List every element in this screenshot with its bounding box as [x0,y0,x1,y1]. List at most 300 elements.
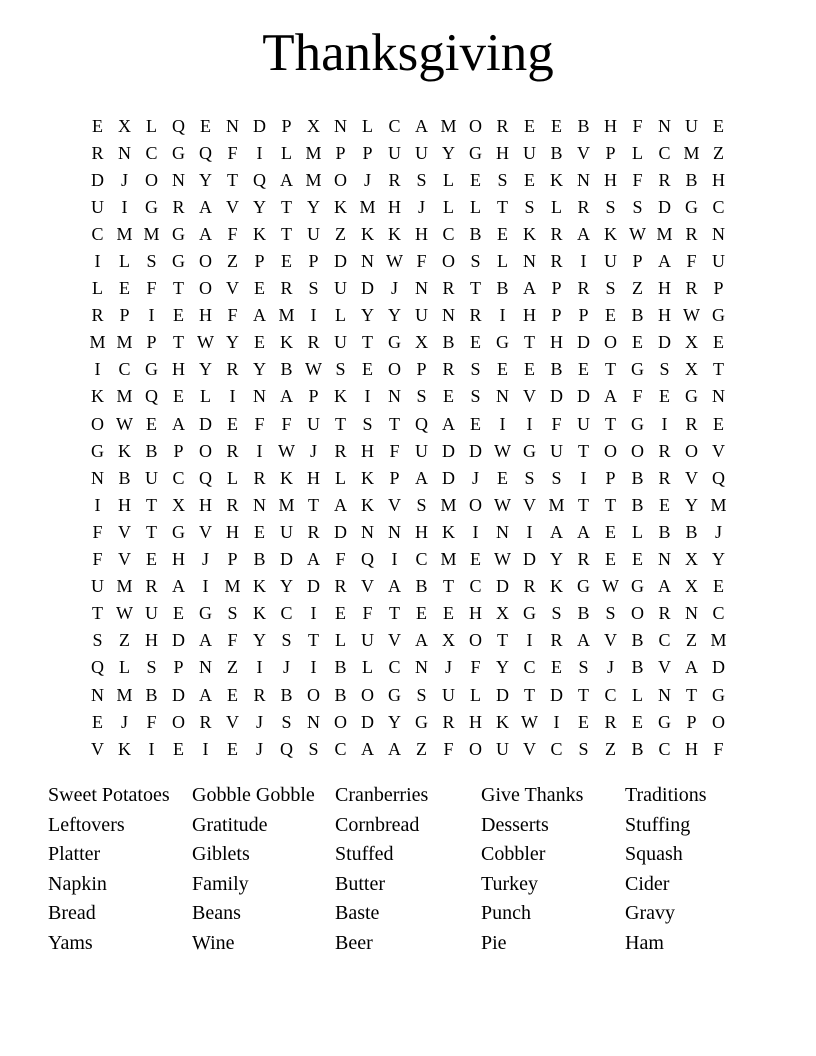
grid-letter: I [553,711,560,732]
grid-letter: E [443,386,454,407]
grid-letter: R [442,359,455,380]
grid-letter: G [631,413,644,434]
grid-letter: H [469,711,482,732]
grid-letter: H [658,305,671,326]
grid-letter: R [604,711,617,732]
grid-letter: E [713,115,724,136]
grid-letter: F [92,549,103,570]
grid-letter: A [172,576,185,597]
word-list-column [192,781,335,959]
grid-letter: A [577,630,590,651]
grid-letter: O [712,711,725,732]
grid-letter: N [226,115,239,136]
word-item: Cider [625,872,670,895]
grid-letter: E [254,332,265,353]
grid-letter: M [278,305,295,326]
grid-letter: B [685,169,698,190]
grid-letter: C [91,223,104,244]
grid-letter: M [116,223,133,244]
grid-letter: E [119,278,130,299]
grid-letter: W [602,576,619,597]
grid-letter: R [496,115,509,136]
grid-letter: Q [145,386,158,407]
grid-letter: R [550,223,563,244]
grid-letter: A [199,223,212,244]
grid-letter: L [200,386,211,407]
grid-letter: V [226,278,239,299]
grid-letter: B [469,223,482,244]
grid-letter: T [605,494,616,515]
grid-letter: E [146,549,157,570]
grid-letter: C [712,603,725,624]
grid-letter: B [550,359,563,380]
grid-letter: Z [227,251,238,272]
grid-letter: P [227,549,238,570]
grid-letter: V [658,657,671,678]
grid-letter: Y [253,196,266,217]
grid-letter: W [305,359,322,380]
grid-letter: E [281,251,292,272]
grid-letter: W [683,305,700,326]
grid-letter: R [685,278,698,299]
grid-letter: Q [361,549,374,570]
grid-letter: E [335,603,346,624]
grid-letter: D [361,278,374,299]
grid-letter: L [632,684,643,705]
grid-letter: D [172,684,185,705]
grid-letter: P [173,657,184,678]
grid-letter: W [116,603,133,624]
grid-letter: K [334,196,347,217]
grid-letter: S [308,278,319,299]
grid-letter: K [388,223,401,244]
grid-letter: F [632,169,643,190]
grid-letter: U [307,223,320,244]
grid-letter: K [91,386,104,407]
grid-letter: J [390,278,398,299]
grid-letter: O [307,684,320,705]
grid-letter: Z [713,142,724,163]
grid-letter: G [172,142,185,163]
grid-letter: E [632,332,643,353]
grid-letter: R [226,494,239,515]
grid-letter: A [550,521,563,542]
grid-letter: L [443,196,454,217]
grid-letter: V [604,630,617,651]
grid-letter: C [280,603,293,624]
grid-letter: J [309,440,317,461]
grid-letter: G [523,603,536,624]
grid-letter: F [227,142,238,163]
grid-letter: K [253,576,266,597]
grid-letter: Z [605,738,616,759]
grid-letter: A [658,576,671,597]
grid-letter: E [173,305,184,326]
word-item: Bread [48,902,96,925]
grid-letter: V [523,738,536,759]
grid-letter: M [116,386,133,407]
grid-letter: Y [307,196,320,217]
word-item: Punch [481,902,531,925]
grid-letter: L [119,657,130,678]
grid-letter: T [497,196,508,217]
grid-letter: S [578,657,589,678]
grid-letter: Y [550,549,563,570]
grid-letter: D [469,440,482,461]
grid-letter: M [440,549,457,570]
grid-letter: H [550,332,563,353]
grid-letter: T [146,521,157,542]
grid-letter: S [605,603,616,624]
grid-letter: N [361,251,374,272]
grid-letter: E [551,657,562,678]
grid-letter: P [578,305,589,326]
grid-letter: S [605,196,616,217]
word-item: Beans [192,902,241,925]
grid-letter: B [685,521,698,542]
grid-letter: F [146,278,157,299]
grid-letter: V [226,711,239,732]
grid-letter: G [91,440,104,461]
grid-letter: D [442,467,455,488]
grid-letter: H [604,115,617,136]
grid-letter: E [578,711,589,732]
grid-letter: C [523,657,536,678]
grid-letter: P [389,467,400,488]
grid-letter: K [280,332,293,353]
grid-letter: P [308,251,319,272]
grid-letter: A [172,413,185,434]
grid-letter: J [201,549,209,570]
grid-letter: I [94,494,101,515]
grid-letter: K [118,738,131,759]
grid-letter: P [605,142,616,163]
grid-letter: E [173,738,184,759]
grid-letter: V [388,630,401,651]
grid-letter: S [416,684,427,705]
grid-letter: Y [361,305,374,326]
grid-letter: S [605,278,616,299]
grid-letter: O [199,251,212,272]
grid-letter: T [281,223,292,244]
grid-letter: B [550,142,563,163]
grid-letter: L [335,630,346,651]
grid-letter: K [253,603,266,624]
grid-letter: M [710,494,727,515]
word-list-column [335,781,481,959]
grid-letter: Y [442,142,455,163]
grid-letter: S [578,738,589,759]
grid-letter: B [334,657,347,678]
grid-letter: T [578,494,589,515]
word-item: Leftovers [48,813,125,836]
grid-letter: E [605,549,616,570]
grid-letter: N [91,467,104,488]
grid-letter: N [496,521,509,542]
grid-letter: T [173,332,184,353]
grid-letter: B [415,576,428,597]
grid-letter: R [334,576,347,597]
word-item: Platter [48,843,101,866]
grid-letter: E [713,413,724,434]
grid-letter: K [604,223,617,244]
grid-letter: A [334,494,347,515]
grid-letter: E [173,603,184,624]
grid-letter: G [388,684,401,705]
grid-letter: C [604,684,617,705]
grid-letter: K [523,223,536,244]
grid-letter: N [91,684,104,705]
grid-letter: C [388,115,401,136]
grid-letter: O [604,440,617,461]
grid-letter: N [118,142,131,163]
grid-letter: Y [199,169,212,190]
grid-letter: B [145,440,158,461]
grid-letter: G [388,332,401,353]
grid-letter: T [308,630,319,651]
grid-letter: R [577,549,590,570]
grid-letter: T [227,169,238,190]
grid-letter: E [92,711,103,732]
word-item: Butter [335,872,385,895]
grid-letter: V [91,738,104,759]
grid-letter: H [685,738,698,759]
grid-letter: B [577,603,590,624]
grid-letter: R [91,305,104,326]
grid-letter: Q [253,169,266,190]
grid-letter: E [200,115,211,136]
grid-letter: I [526,521,533,542]
grid-letter: C [658,630,671,651]
grid-letter: I [526,630,533,651]
grid-letter: C [658,738,671,759]
grid-letter: S [632,196,643,217]
grid-letter: R [685,413,698,434]
grid-letter: S [551,603,562,624]
word-item: Cranberries [335,784,429,806]
grid-letter: Y [388,305,401,326]
grid-letter: U [712,251,725,272]
grid-letter: C [469,576,482,597]
grid-letter: U [145,603,158,624]
word-item: Wine [192,931,235,954]
grid-letter: D [550,386,563,407]
grid-letter: D [442,440,455,461]
grid-letter: N [496,386,509,407]
grid-letter: N [442,305,455,326]
grid-letter: C [712,196,725,217]
grid-letter: Q [712,467,725,488]
word-item: Beer [335,931,373,954]
grid-letter: L [632,521,643,542]
grid-letter: O [604,332,617,353]
grid-letter: Q [199,467,212,488]
grid-letter: I [310,603,317,624]
grid-letter: F [416,251,427,272]
word-item: Baste [335,902,380,925]
grid-letter: O [469,115,482,136]
grid-letter: L [497,251,508,272]
grid-letter: E [524,115,535,136]
grid-letter: A [442,413,455,434]
grid-letter: U [145,467,158,488]
grid-letter: B [280,684,293,705]
grid-letter: H [415,223,428,244]
grid-letter: I [148,305,155,326]
grid-letter: L [227,467,238,488]
grid-letter: I [499,305,506,326]
grid-letter: Z [335,223,346,244]
grid-letter: V [577,142,590,163]
grid-letter: O [361,684,374,705]
grid-letter: E [497,359,508,380]
grid-letter: A [280,386,293,407]
grid-letter: K [118,440,131,461]
grid-letter: R [172,196,185,217]
grid-letter: W [494,440,511,461]
grid-letter: A [415,630,428,651]
grid-letter: N [361,521,374,542]
grid-letter: E [227,738,238,759]
grid-letter: L [119,251,130,272]
grid-letter: M [89,332,106,353]
grid-letter: L [362,657,373,678]
grid-letter: B [496,278,509,299]
word-item: Cornbread [335,813,420,836]
grid-letter: G [145,196,158,217]
grid-letter: L [362,115,373,136]
grid-letter: G [712,684,725,705]
grid-letter: A [415,115,428,136]
grid-letter: F [632,115,643,136]
grid-letter: R [577,278,590,299]
grid-letter: N [577,169,590,190]
grid-letter: R [253,684,266,705]
grid-letter: R [307,332,320,353]
grid-letter: D [253,115,266,136]
grid-letter: E [713,576,724,597]
word-item: Stuffing [625,813,691,836]
grid-letter: I [310,305,317,326]
grid-letter: G [685,386,698,407]
grid-letter: W [629,223,646,244]
grid-letter: R [469,305,482,326]
grid-letter: Y [253,359,266,380]
grid-letter: K [496,711,509,732]
grid-letter: I [202,576,209,597]
grid-letter: Z [227,657,238,678]
grid-letter: D [658,332,671,353]
grid-letter: D [523,549,536,570]
grid-letter: E [632,549,643,570]
grid-letter: P [551,278,562,299]
grid-letter: H [469,603,482,624]
grid-letter: S [524,467,535,488]
grid-letter: P [605,467,616,488]
grid-letter: F [389,440,400,461]
grid-letter: T [578,684,589,705]
grid-letter: E [416,603,427,624]
grid-letter: T [470,278,481,299]
word-item: Ham [625,931,664,954]
grid-letter: R [442,711,455,732]
grid-letter: F [686,251,697,272]
grid-letter: F [551,413,562,434]
grid-letter: J [255,738,263,759]
grid-letter: K [550,576,563,597]
grid-letter: H [172,359,185,380]
grid-letter: M [305,169,322,190]
grid-letter: Q [280,738,293,759]
grid-letter: D [91,169,104,190]
grid-letter: E [254,521,265,542]
grid-letter: R [199,711,212,732]
grid-letter: O [631,440,644,461]
grid-letter: I [580,467,587,488]
grid-letter: B [658,521,671,542]
grid-letter: A [577,223,590,244]
grid-letter: H [523,305,536,326]
grid-letter: J [120,169,128,190]
grid-letter: B [631,467,644,488]
grid-letter: G [469,142,482,163]
grid-letter: D [658,196,671,217]
grid-letter: V [685,467,698,488]
grid-letter: R [658,603,671,624]
grid-letter: E [173,386,184,407]
grid-letter: P [713,278,724,299]
grid-letter: A [658,251,671,272]
grid-letter: P [416,359,427,380]
grid-letter: Y [253,630,266,651]
grid-letter: N [658,115,671,136]
grid-letter: J [444,657,452,678]
grid-letter: X [685,576,698,597]
grid-letter: B [118,467,131,488]
word-item: Give Thanks [481,784,584,806]
grid-letter: A [388,576,401,597]
word-item: Gratitude [192,813,268,836]
grid-letter: N [172,169,185,190]
grid-letter: V [199,521,212,542]
grid-letter: E [713,332,724,353]
grid-letter: X [496,603,509,624]
grid-letter: X [172,494,185,515]
grid-letter: H [658,278,671,299]
word-item: Gobble Gobble [192,784,315,806]
grid-letter: N [523,251,536,272]
grid-letter: B [631,494,644,515]
grid-letter: C [658,142,671,163]
grid-letter: U [604,251,617,272]
grid-letter: O [199,440,212,461]
grid-letter: L [335,305,346,326]
grid-letter: X [118,115,131,136]
grid-letter: H [199,305,212,326]
word-item: Squash [625,843,683,866]
grid-letter: I [148,738,155,759]
grid-letter: O [334,169,347,190]
grid-letter: L [443,169,454,190]
grid-letter: Y [280,576,293,597]
word-item: Giblets [192,843,250,866]
grid-letter: K [280,467,293,488]
grid-letter: I [229,386,236,407]
grid-letter: A [253,305,266,326]
grid-letter: L [92,278,103,299]
grid-letter: U [91,196,104,217]
grid-letter: T [524,332,535,353]
